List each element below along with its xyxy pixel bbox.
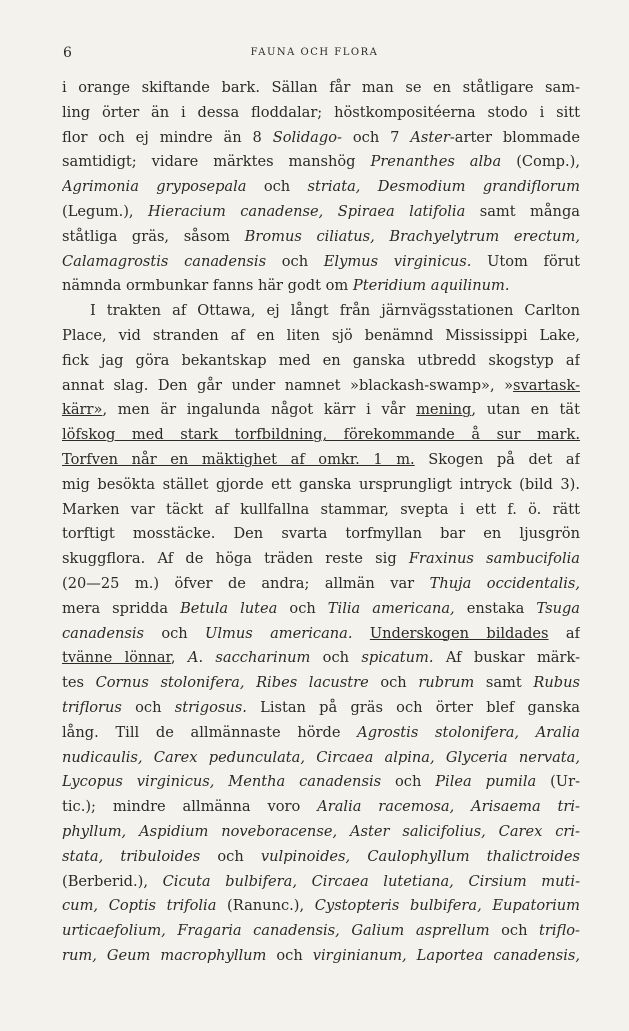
- text-run: och: [200, 847, 261, 865]
- italic-term: phyllum, Aspidium noveboracense, Aster salicifolius, Carex cri-: [62, 822, 580, 840]
- italic-term: Cicuta bulbifera, Circaea lutetiana, Cirsium muti-: [162, 872, 580, 890]
- text-run: af: [548, 624, 580, 642]
- text-line: [62, 721, 580, 746]
- italic-term: rubrum: [418, 674, 475, 692]
- text-run: (Berberid.),: [62, 872, 163, 890]
- text-line: [62, 572, 580, 597]
- italic-term: rum, Geum macrophyllum: [62, 946, 267, 964]
- text-run: Skogen på det af: [414, 450, 580, 468]
- text-run: (Comp.),: [501, 153, 580, 171]
- text-run: (20—25 m.) öfver de andra; allmän var: [62, 574, 430, 592]
- text-line: [62, 126, 580, 151]
- italic-term: urticaefolium, Fragaria canadensis, Galium asprellum: [62, 922, 490, 940]
- text-line: [62, 597, 580, 622]
- text-line: [62, 696, 580, 721]
- italic-term: canadensis: [62, 624, 144, 642]
- text-run: lång. Till de allmännaste hörde: [62, 723, 358, 741]
- text-run: mening: [416, 401, 472, 419]
- italic-term: triflorus: [62, 698, 122, 716]
- text-line: [62, 398, 580, 423]
- text-run: och: [121, 698, 175, 716]
- text-run: , utan en tät: [471, 401, 580, 419]
- italic-term: Thuja occidentalis,: [429, 574, 580, 592]
- text-line: [62, 299, 580, 324]
- text-run: flor och ej mindre än 8: [62, 128, 273, 146]
- text-run: samtidigt; vidare märktes manshög: [62, 153, 371, 171]
- text-run: och 7: [341, 128, 411, 146]
- text-line: [62, 522, 580, 547]
- text-run: Place, vid stranden af en liten sjö benämnd Mississippi Lake,: [62, 326, 580, 344]
- italic-term: Tilia americana,: [327, 599, 455, 617]
- italic-term: Ulmus americana.: [205, 624, 353, 642]
- text-run: ståtliga gräs, såsom: [62, 227, 245, 245]
- text-run: och: [381, 773, 436, 791]
- text-run: (Ur-: [536, 773, 580, 791]
- text-line: [62, 622, 580, 647]
- italic-term: Tsuga: [536, 599, 580, 617]
- italic-term: Hieracium canadense, Spiraea latifolia: [148, 202, 466, 220]
- text-run: Af buskar märk-: [433, 649, 580, 667]
- italic-term: Pilea pumila: [435, 773, 537, 791]
- italic-term: Pteridium aquilinum.: [352, 277, 510, 295]
- text-run: svartask-: [513, 376, 580, 394]
- text-run: tvänne lönnar: [62, 649, 171, 667]
- text-line: [62, 870, 580, 895]
- italic-term: Bromus ciliatus, Brachyelytrum erectum,: [244, 227, 580, 245]
- text-run: skuggflora. Af de höga träden reste sig: [62, 550, 409, 568]
- page-header: [0, 45, 629, 63]
- text-run: enstaka: [454, 599, 537, 617]
- text-run: (Ranunc.),: [216, 897, 315, 915]
- text-run: mera spridda: [62, 599, 181, 617]
- text-line: [62, 944, 580, 969]
- text-run: Utom förut: [471, 252, 580, 270]
- italic-term: Cornus stolonifera, Ribes lacustre: [95, 674, 369, 692]
- italic-term: Prenanthes alba: [370, 153, 502, 171]
- text-run: I trakten af Ottawa, ej långt från järnvägsstationen Carlton: [90, 302, 580, 320]
- text-run: och: [144, 624, 206, 642]
- text-run: och: [489, 922, 540, 940]
- text-line: [62, 349, 580, 374]
- text-line: [62, 498, 580, 523]
- italic-term: Fraxinus sambucifolia: [408, 550, 580, 568]
- italic-term: Lycopus virginicus, Mentha canadensis: [62, 773, 382, 791]
- text-run: samt: [474, 674, 534, 692]
- text-line: [62, 448, 580, 473]
- text-line: [62, 473, 580, 498]
- italic-term: Cystopteris bulbifera, Eupatorium: [314, 897, 580, 915]
- text-run: [353, 625, 370, 642]
- italic-term: spicatum.: [361, 649, 434, 667]
- text-run: tes: [62, 674, 96, 692]
- text-line: [62, 250, 580, 275]
- text-line: [62, 76, 580, 101]
- text-run: Listan på gräs och örter blef ganska: [246, 698, 580, 716]
- italic-term: cum, Coptis trifolia: [62, 897, 217, 915]
- italic-term: Betula lutea: [180, 599, 278, 617]
- text-line: [62, 919, 580, 944]
- text-line: [62, 646, 580, 671]
- text-run: ling örter än i dessa floddalar; höstkompositéerna stodo i sitt: [62, 103, 580, 121]
- text-line: [62, 547, 580, 572]
- text-run: ,: [170, 649, 188, 667]
- text-line: [62, 324, 580, 349]
- text-line: [62, 423, 580, 448]
- text-run: och: [266, 252, 324, 270]
- text-run: i orange skiftande bark. Sällan får man se en ståtligare sam-: [62, 79, 580, 96]
- text-run: löfskog med stark torfbildning, förekommande å sur mark.: [62, 426, 580, 444]
- text-run: och: [368, 674, 419, 692]
- text-line: [62, 200, 580, 225]
- italic-term: Aster-: [410, 128, 455, 146]
- text-line: [62, 820, 580, 845]
- text-run: annat slag. Den går under namnet »blackash-swamp», »: [62, 376, 514, 394]
- italic-term: striata, Desmodium grandiflorum: [307, 178, 580, 196]
- text-line: [62, 795, 580, 820]
- text-run: Torfven når en mäktighet af omkr. 1 m.: [62, 450, 415, 468]
- italic-term: Agrimonia gryposepala: [62, 178, 247, 196]
- text-line: [62, 894, 580, 919]
- text-line: [62, 150, 580, 175]
- text-run: kärr»: [62, 401, 103, 419]
- text-line: [62, 225, 580, 250]
- text-line: [62, 671, 580, 696]
- text-line: [62, 845, 580, 870]
- text-run: Underskogen bildades: [369, 624, 549, 642]
- italic-term: vulpinoides, Caulophyllum thalictroides: [260, 847, 580, 865]
- text-run: arter blommade: [454, 128, 580, 146]
- text-line: [62, 746, 580, 771]
- text-run: och: [266, 946, 313, 964]
- text-line: [62, 175, 580, 200]
- text-run: och: [310, 649, 362, 667]
- text-run: samt många: [465, 202, 580, 220]
- italic-term: Calamagrostis canadensis: [62, 252, 267, 270]
- italic-term: Solidago-: [272, 128, 342, 146]
- italic-term: nudicaulis, Carex pedunculata, Circaea alpina, Glyceria nervata,: [62, 748, 580, 766]
- italic-term: Agrostis stolonifera, Aralia: [357, 723, 580, 741]
- text-run: torftigt mosstäcke. Den svarta torfmyllan bar en ljusgrön: [62, 525, 580, 543]
- italic-term: A. saccharinum: [187, 649, 311, 667]
- running-head: FAUNA OCH FLORA: [250, 47, 379, 58]
- italic-term: virginianum, Laportea canadensis,: [312, 946, 580, 964]
- italic-term: triflo-: [539, 922, 580, 940]
- italic-term: Rubus: [533, 674, 580, 692]
- text-line: [62, 770, 580, 795]
- body-text: [62, 76, 580, 969]
- italic-term: Elymus virginicus.: [323, 252, 472, 270]
- text-run: mig besökta stället gjorde ett ganska ursprungligt intryck (bild 3).: [62, 475, 580, 493]
- italic-term: Aralia racemosa, Arisaema tri-: [317, 798, 580, 816]
- text-line: [62, 101, 580, 126]
- page-number: 6: [63, 45, 72, 61]
- text-line: [62, 274, 580, 299]
- text-run: fick jag göra bekantskap med en ganska utbredd skogstyp af: [62, 351, 580, 369]
- text-run: , men är ingalunda något kärr i vår: [102, 401, 417, 419]
- text-run: tic.); mindre allmänna voro: [62, 798, 318, 816]
- italic-term: stata, tribuloides: [62, 847, 201, 865]
- text-run: nämnda ormbunkar fanns här godt om: [62, 277, 353, 295]
- text-run: Marken var täckt af kullfallna stammar, svepta i ett f. ö. rätt: [62, 500, 580, 518]
- text-run: (Legum.),: [62, 202, 148, 220]
- text-line: [62, 374, 580, 399]
- italic-term: strigosus.: [174, 698, 247, 716]
- text-run: och: [246, 178, 308, 196]
- text-run: och: [277, 599, 328, 617]
